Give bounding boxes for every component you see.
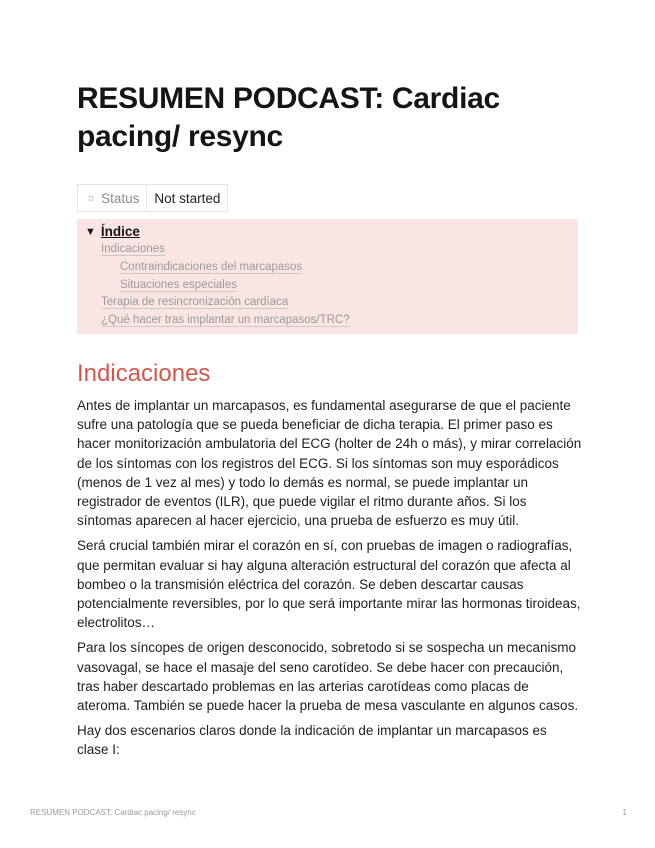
document-page xyxy=(77,80,582,760)
status-value[interactable]: Not started xyxy=(154,190,221,206)
toc-link-que-hacer[interactable]: ¿Qué hacer tras implantar un marcapasos/TRC? xyxy=(101,314,350,327)
toc-toggle[interactable] xyxy=(85,223,570,241)
page-title: RESUMEN PODCAST: Cardiac pacing/ resync xyxy=(77,82,500,153)
toc-link-terapia-resincronizacion[interactable]: Terapia de resincronización cardíaca xyxy=(101,296,289,309)
paragraph-2: Será crucial también mirar el corazón en sí, con pruebas de imagen o radiografías, que permitan evaluar si hay alguna alteración estructural del corazón que afecta al bombeo o la transmisión eléctrica del corazón. Se deben descartar causas potencialmente reversibles, por lo que será importante mirar las hormonas tiroideas, electrolitos… xyxy=(77,538,581,631)
paragraph-4: Hay dos escenarios claros donde la indicación de implantar un marcapasos es clase I: xyxy=(77,723,547,758)
table-of-contents xyxy=(77,219,578,334)
triangle-down-icon: ▼ xyxy=(85,226,96,238)
section-heading: Indicaciones xyxy=(77,359,211,387)
status-key-cell xyxy=(78,185,147,211)
page-footer xyxy=(30,808,627,817)
paragraph-1: Antes de implantar un marcapasos, es fundamental asegurarse de que el paciente sufre una patología que se pueda beneficiar de dicha terapia. El primer paso es hacer monitorización ambulatoria del ECG (holter de 24h o más), y mirar correlación de los síntomas con los registros del ECG. Si los síntomas son muy esporádicos (menos de 1 vez al mes) y todo lo demás es normal, se puede implantar un registrador de eventos (ILR), que puede vigilar el ritmo durante años. Si los síntomas aparecen al hacer ejercicio, una prueba de esfuerzo es muy útil. xyxy=(77,397,582,529)
toc-link-situaciones-especiales[interactable]: Situaciones especiales xyxy=(120,278,237,291)
footer-title: RESUMEN PODCAST: Cardiac pacing/ resync xyxy=(30,808,196,817)
status-property xyxy=(77,184,228,212)
sun-icon: ☼ xyxy=(86,192,97,204)
toc-heading: Índice xyxy=(100,224,140,239)
status-key-label: Status xyxy=(101,190,140,206)
page-number: 1 xyxy=(622,808,627,817)
toc-link-contraindicaciones[interactable]: Contraindicaciones del marcapasos xyxy=(120,260,303,273)
paragraph-3: Para los síncopes de origen desconocido, sobretodo si se sospecha un mecanismo vasovagal, se hace el masaje del seno carotídeo. Se debe hacer con precaución, tras haber descartado problemas en las arterias carotídeas como placas de ateroma. También se puede hacer la prueba de mesa vasculante en algunos casos. xyxy=(77,640,579,714)
toc-link-indicaciones[interactable]: Indicaciones xyxy=(101,243,165,255)
